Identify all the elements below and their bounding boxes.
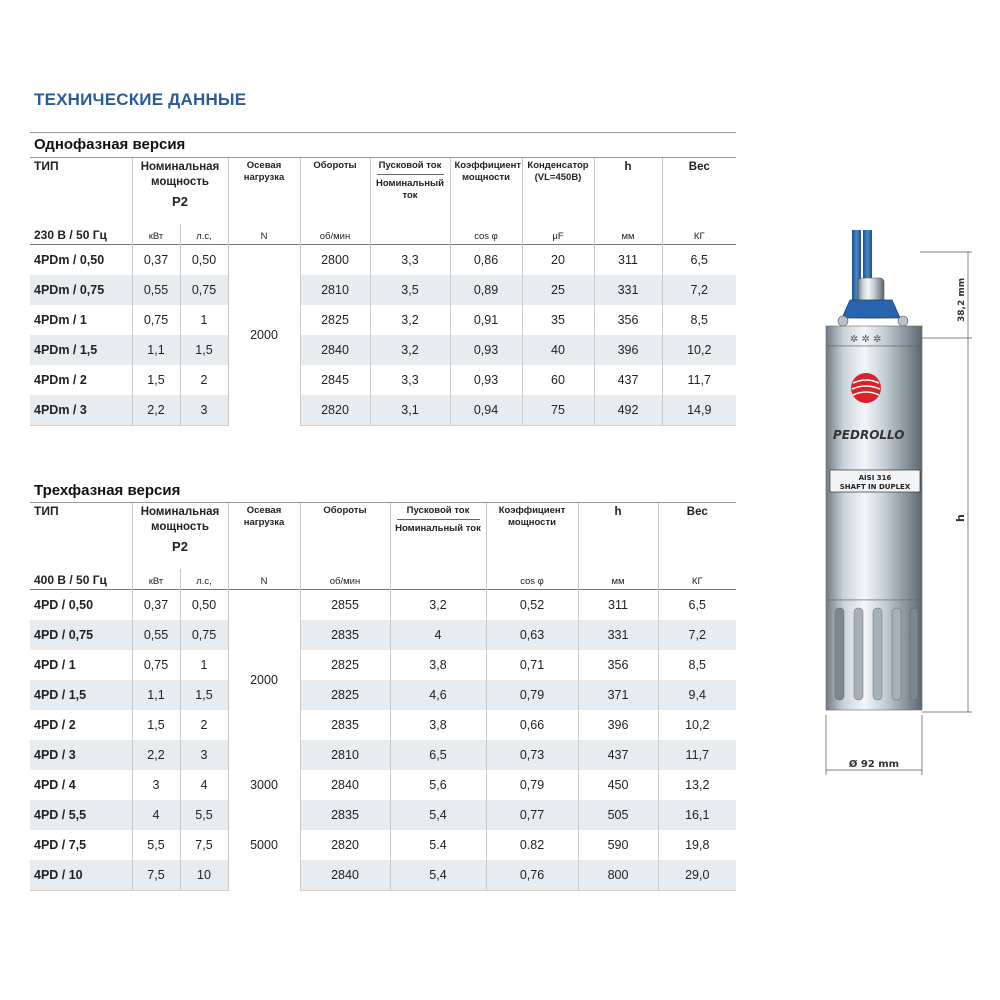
ratio-cell: 3,8	[390, 650, 486, 680]
rpm-cell: 2800	[300, 245, 370, 276]
cos-cell: 0,79	[486, 770, 578, 800]
hp-cell: 0,50	[180, 245, 228, 276]
dim-diameter-label: Ø 92 mm	[848, 759, 900, 770]
model-cell: 4PD / 4	[30, 770, 132, 800]
cos-cell: 0,63	[486, 620, 578, 650]
h-cell: 437	[578, 740, 658, 770]
rpm-cell: 2835	[300, 620, 390, 650]
h-cell: 437	[594, 365, 662, 395]
kg-cell: 10,2	[662, 335, 736, 365]
uf-cell: 75	[522, 395, 594, 426]
kg-cell: 29,0	[658, 860, 736, 891]
unit-n: N	[228, 569, 300, 590]
table-row	[30, 275, 736, 305]
table-row	[30, 710, 736, 740]
cos-cell: 0,52	[486, 590, 578, 621]
table-row	[30, 590, 736, 621]
h-cell: 371	[578, 680, 658, 710]
uf-cell: 40	[522, 335, 594, 365]
h-cell: 396	[594, 335, 662, 365]
model-cell: 4PDm / 1,5	[30, 335, 132, 365]
rpm-cell: 2820	[300, 830, 390, 860]
plate-line-2: SHAFT IN DUPLEX	[839, 483, 911, 491]
kw-cell: 2,2	[132, 740, 180, 770]
model-cell: 4PD / 3	[30, 740, 132, 770]
h-cell: 331	[594, 275, 662, 305]
col-weight-header: Вес	[686, 506, 708, 518]
rpm-cell: 2840	[300, 335, 370, 365]
col-type-header: ТИП	[30, 158, 132, 224]
dim-top-label: 38,2 mm	[957, 277, 967, 322]
power-symbol: P2	[172, 194, 188, 209]
hp-cell: 2	[180, 710, 228, 740]
groove	[873, 608, 882, 700]
cos-cell: 0,66	[486, 710, 578, 740]
col-weight-header: Вес	[688, 161, 710, 173]
ratio-cell: 5.4	[390, 830, 486, 860]
model-cell: 4PD / 1	[30, 650, 132, 680]
h-cell: 311	[594, 245, 662, 276]
table-row	[30, 680, 736, 710]
axial-cell: 5000	[228, 800, 300, 891]
h-cell: 356	[578, 650, 658, 680]
model-cell: 4PD / 5,5	[30, 800, 132, 830]
single-phase-table	[30, 158, 736, 426]
unit-rpm: об/мин	[300, 569, 390, 590]
groove	[835, 608, 844, 700]
kg-cell: 19,8	[685, 838, 710, 852]
col-capacitor-header: Конденсатор (VL=450В)	[522, 158, 594, 224]
col-speed-header: Обороты	[300, 158, 370, 224]
table-row	[30, 395, 736, 426]
model-cell: 4PD / 1,5	[30, 680, 132, 710]
col-type-header: ТИП	[30, 503, 132, 569]
table-row	[30, 770, 736, 800]
ratio-cell: 5,4	[390, 800, 486, 830]
voltage-label: 400 В / 50 Гц	[30, 569, 132, 590]
voltage-label: 230 В / 50 Гц	[30, 224, 132, 245]
page-title: ТЕХНИЧЕСКИЕ ДАННЫЕ	[34, 90, 247, 109]
unit-kg: КГ	[691, 576, 703, 587]
unit-n: N	[228, 224, 300, 245]
table-row	[30, 740, 736, 770]
kw-cell: 1,5	[132, 365, 180, 395]
unit-cos: cos φ	[450, 224, 522, 245]
model-cell: 4PDm / 0,75	[30, 275, 132, 305]
kw-cell: 1,5	[132, 710, 180, 740]
kw-cell: 0,75	[132, 650, 180, 680]
model-cell: 4PDm / 0,50	[30, 245, 132, 276]
axial-cell: 2000	[228, 245, 300, 426]
table-row	[30, 245, 736, 276]
uf-cell: 25	[522, 275, 594, 305]
rated-current-label: Номинальный ток	[376, 178, 444, 201]
plate-line-1: AISI 316	[858, 474, 892, 482]
ratio-cell: 4,6	[390, 680, 486, 710]
rpm-cell: 2840	[300, 860, 390, 891]
kg-cell: 11,7	[687, 373, 711, 387]
table-row	[30, 650, 736, 680]
unit-hp: л.с,	[180, 224, 228, 245]
power-header-label: Номинальная мощность	[140, 161, 220, 188]
kg-cell: 9,4	[658, 680, 736, 710]
axial-cell: 2000	[228, 590, 300, 771]
model-cell: 4PDm / 2	[30, 365, 132, 395]
kg-cell: 14,9	[662, 395, 736, 426]
kw-cell: 0,37	[132, 245, 180, 276]
cos-cell: 0.82	[486, 830, 578, 860]
kg-cell: 7,2	[658, 620, 736, 650]
model-cell: 4PD / 10	[30, 860, 132, 891]
hp-cell: 7,5	[180, 830, 228, 860]
model-cell: 4PD / 0,50	[30, 590, 132, 621]
rpm-cell: 2835	[300, 710, 390, 740]
single-phase-title: Однофазная версия	[34, 136, 186, 153]
kw-cell: 0,75	[132, 305, 180, 335]
kg-cell: 13,2	[685, 778, 710, 792]
groove	[892, 608, 901, 700]
col-axial-header: Осевая нагрузка	[228, 503, 300, 569]
power-symbol: P2	[172, 539, 188, 554]
cos-cell: 0,86	[450, 245, 522, 276]
kw-cell: 5,5	[132, 830, 180, 860]
table-row	[30, 335, 736, 365]
table-row	[30, 800, 736, 830]
model-cell: 4PD / 7,5	[30, 830, 132, 860]
unit-ratio	[390, 569, 486, 590]
brand-name: PEDROLLO	[833, 428, 905, 442]
hp-cell: 0,75	[180, 275, 228, 305]
h-cell: 492	[594, 395, 662, 426]
hp-cell: 1,5	[180, 335, 228, 365]
kw-cell: 0,55	[132, 275, 180, 305]
ratio-cell: 5,4	[390, 860, 486, 891]
cos-cell: 0,89	[450, 275, 522, 305]
h-cell: 450	[578, 770, 658, 800]
rpm-cell: 2825	[300, 305, 370, 335]
rpm-cell: 2825	[300, 680, 390, 710]
kg-cell: 16,1	[658, 800, 736, 830]
rpm-cell: 2825	[300, 650, 390, 680]
col-speed-header: Обороты	[300, 503, 390, 569]
groove	[854, 608, 863, 700]
cos-cell: 0,91	[450, 305, 522, 335]
table-row	[30, 365, 736, 395]
h-cell: 331	[578, 620, 658, 650]
hp-cell: 1,5	[180, 680, 228, 710]
ratio-cell: 3,8	[390, 710, 486, 740]
section-divider	[30, 132, 736, 133]
motor-drawing	[800, 230, 1000, 790]
groove	[910, 608, 918, 700]
table-row	[30, 620, 736, 650]
hp-cell: 3	[180, 395, 228, 426]
ratio-cell: 4	[390, 620, 486, 650]
h-cell: 505	[578, 800, 658, 830]
kg-cell: 11,7	[658, 740, 736, 770]
hp-cell: 4	[180, 770, 228, 800]
ratio-cell: 3,2	[370, 305, 450, 335]
kw-cell: 1,1	[132, 680, 180, 710]
h-cell: 590	[578, 830, 658, 860]
cos-cell: 0,93	[450, 335, 522, 365]
uf-cell: 20	[522, 245, 594, 276]
ratio-cell: 3,2	[390, 590, 486, 621]
hp-cell: 10	[180, 860, 228, 891]
starting-current-label: Пусковой ток	[397, 505, 480, 520]
unit-hp: л.с,	[180, 569, 228, 590]
kw-cell: 0,55	[132, 620, 180, 650]
uf-cell: 60	[522, 365, 594, 395]
unit-kw: кВт	[132, 569, 180, 590]
unit-kw: кВт	[132, 224, 180, 245]
three-phase-title: Трехфазная версия	[34, 482, 181, 499]
hp-cell: 1	[180, 305, 228, 335]
unit-uf: μF	[522, 224, 594, 245]
col-h-header: h	[578, 503, 658, 569]
ratio-cell: 3,3	[370, 365, 450, 395]
bolt-icon	[898, 316, 908, 326]
hp-cell: 3	[180, 740, 228, 770]
ratio-cell: 6,5	[390, 740, 486, 770]
cos-cell: 0,76	[486, 860, 578, 891]
kg-cell: 6,5	[688, 598, 706, 612]
kg-cell: 7,2	[662, 275, 736, 305]
power-header-label: Номинальная мощность	[140, 506, 220, 533]
hp-cell: 5,5	[180, 800, 228, 830]
h-cell: 800	[578, 860, 658, 891]
model-cell: 4PDm / 1	[30, 305, 132, 335]
rpm-cell: 2835	[300, 800, 390, 830]
table-row	[30, 305, 736, 335]
kw-cell: 7,5	[132, 860, 180, 891]
starting-current-label: Пусковой ток	[377, 160, 444, 175]
unit-mm: мм	[578, 569, 658, 590]
cos-cell: 0,93	[450, 365, 522, 395]
cos-cell: 0,77	[486, 800, 578, 830]
rpm-cell: 2855	[300, 590, 390, 621]
cos-cell: 0,73	[486, 740, 578, 770]
rpm-cell: 2840	[300, 770, 390, 800]
cable-plug-icon	[842, 300, 900, 318]
kg-cell: 6,5	[690, 253, 708, 267]
col-power-header	[132, 503, 228, 569]
rated-current-label: Номинальный ток	[395, 523, 481, 534]
unit-mm: мм	[594, 224, 662, 245]
ratio-cell: 5,6	[390, 770, 486, 800]
rpm-cell: 2820	[300, 395, 370, 426]
col-axial-header: Осевая нагрузка	[228, 158, 300, 224]
h-cell: 356	[594, 305, 662, 335]
three-phase-table	[30, 503, 736, 891]
kg-cell: 10,2	[685, 718, 710, 732]
kg-cell: 8,5	[690, 313, 708, 327]
h-cell: 311	[578, 590, 658, 621]
ratio-cell: 3,3	[370, 245, 450, 276]
rpm-cell: 2845	[300, 365, 370, 395]
col-power-header	[132, 158, 228, 224]
model-cell: 4PD / 0,75	[30, 620, 132, 650]
unit-kg: КГ	[693, 231, 705, 242]
bolt-icon	[838, 316, 848, 326]
axial-cell: 3000	[228, 770, 300, 800]
cos-cell: 0,94	[450, 395, 522, 426]
vent-icon: ✲ ✲ ✲	[850, 334, 882, 345]
hp-cell: 0,50	[180, 590, 228, 621]
kw-cell: 4	[132, 800, 180, 830]
hp-cell: 0,75	[180, 620, 228, 650]
table-row	[30, 860, 736, 891]
cos-cell: 0,79	[486, 680, 578, 710]
model-cell: 4PDm / 3	[30, 395, 132, 426]
col-cosphi-header: Коэффициент мощности	[486, 503, 578, 569]
table-row	[30, 830, 736, 860]
col-current-header	[390, 503, 486, 569]
hp-cell: 2	[180, 365, 228, 395]
unit-rpm: об/мин	[300, 224, 370, 245]
ratio-cell: 3,5	[370, 275, 450, 305]
col-h-header: h	[594, 158, 662, 224]
ratio-cell: 3,2	[370, 335, 450, 365]
rpm-cell: 2810	[300, 740, 390, 770]
kw-cell: 1,1	[132, 335, 180, 365]
rpm-cell: 2810	[300, 275, 370, 305]
h-cell: 396	[578, 710, 658, 740]
kg-cell: 8,5	[688, 658, 706, 672]
kw-cell: 0,37	[132, 590, 180, 621]
col-current-header	[370, 158, 450, 224]
ratio-cell: 3,1	[370, 395, 450, 426]
uf-cell: 35	[522, 305, 594, 335]
hp-cell: 1	[180, 650, 228, 680]
dim-height-label: h	[954, 514, 967, 522]
cos-cell: 0,71	[486, 650, 578, 680]
kw-cell: 2,2	[132, 395, 180, 426]
model-cell: 4PD / 2	[30, 710, 132, 740]
unit-ratio	[370, 224, 450, 245]
unit-cos: cos φ	[486, 569, 578, 590]
col-cosphi-header: Коэффициент мощности	[450, 158, 522, 224]
kw-cell: 3	[132, 770, 180, 800]
